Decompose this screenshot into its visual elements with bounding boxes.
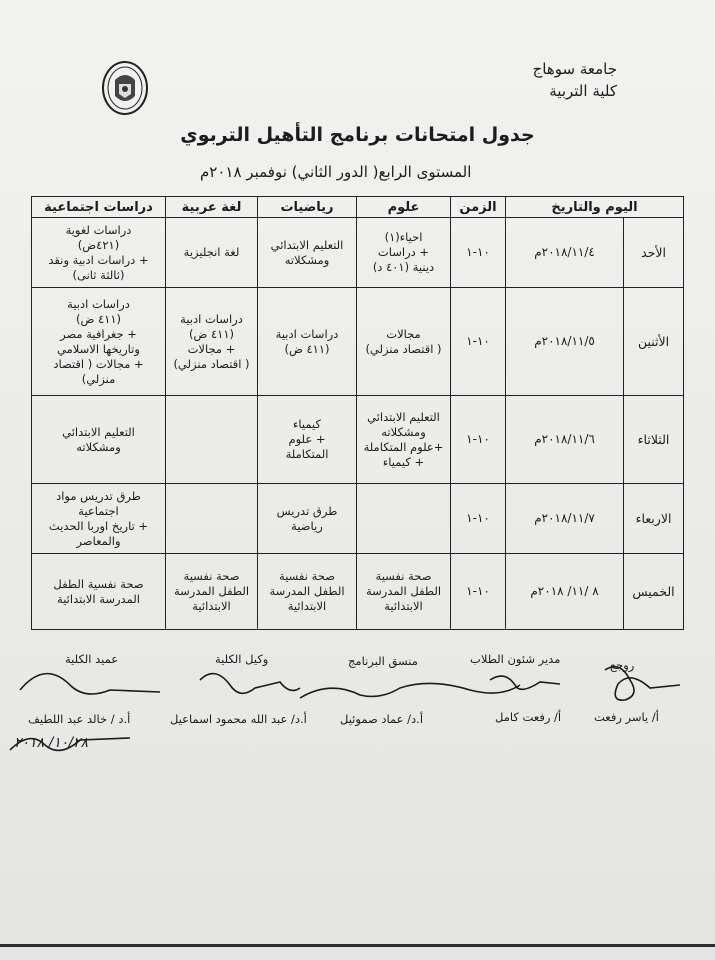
- sig-dean-name: أ.د / خالد عبد اللطيف: [28, 712, 131, 726]
- time-cell: ١٠-١: [451, 554, 506, 630]
- table-header-row: [32, 197, 684, 218]
- header-arabic: لغة عربية: [166, 197, 258, 218]
- header-time: الزمن: [451, 197, 506, 218]
- day-cell: الثلاثاء: [624, 396, 684, 484]
- date-cell: ٨ /١١/ ٢٠١٨م: [506, 554, 624, 630]
- day-cell: الاربعاء: [624, 484, 684, 554]
- social-cell: دراسات ادبية (٤١١ ض) + جغرافية مصر وتاريخها الاسلامي + مجالات ( اقتصاد منزلي): [32, 288, 166, 396]
- social-cell: طرق تدريس مواد اجتماعية + تاريخ اوربا الحديث والمعاصر: [32, 484, 166, 554]
- date-cell: ٢٠١٨/١١/٦م: [506, 396, 624, 484]
- university-seal-icon: [101, 60, 149, 116]
- university-header: [533, 58, 617, 102]
- table-row: [32, 554, 684, 630]
- time-cell: ١٠-١: [451, 484, 506, 554]
- document-title: جدول امتحانات برنامج التأهيل التربوي: [180, 124, 535, 146]
- university-name: جامعة سوهاج: [532, 60, 617, 78]
- header-day-date: اليوم والتاريخ: [506, 197, 684, 218]
- sig-dean-label: عميد الكلية: [65, 652, 119, 666]
- faculty-name: كلية التربية: [549, 82, 617, 100]
- day-cell: الأثنين: [624, 288, 684, 396]
- social-cell: صحة نفسية الطفل المدرسة الابتدائية: [32, 554, 166, 630]
- math-cell: طرق تدريس رياضية: [258, 484, 357, 554]
- math-cell: صحة نفسية الطفل المدرسة الابتدائية: [258, 554, 357, 630]
- header-social: دراسات اجتماعية: [32, 197, 166, 218]
- science-cell: مجالات ( اقتصاد منزلي): [357, 288, 451, 396]
- exam-schedule-table: [31, 196, 684, 630]
- table-row: [32, 218, 684, 288]
- math-cell: كيمياء + علوم المتكاملة: [258, 396, 357, 484]
- arabic-cell: [166, 484, 258, 554]
- date-cell: ٢٠١٨/١١/٤م: [506, 218, 624, 288]
- header-math: رياضيات: [258, 197, 357, 218]
- date-cell: ٢٠١٨/١١/٥م: [506, 288, 624, 396]
- header-science: علوم: [357, 197, 451, 218]
- sig-reviewed-label: روجع: [610, 658, 635, 672]
- document-subtitle: المستوى الرابع( الدور الثاني) نوفمبر ٢٠١٨م: [200, 163, 472, 181]
- sig-coordinator-label: منسق البرنامج: [348, 654, 418, 668]
- arabic-cell: [166, 396, 258, 484]
- science-cell: احياء(١) + دراسات دينية (٤٠١ د): [357, 218, 451, 288]
- social-cell: التعليم الابتدائي ومشكلاته: [32, 396, 166, 484]
- date-cell: ٢٠١٨/١١/٧م: [506, 484, 624, 554]
- sig-coordinator-name: أ.د/ عماد صموئيل: [340, 712, 424, 726]
- arabic-cell: دراسات ادبية (٤١١ ض) + مجالات ( اقتصاد منزلي): [166, 288, 258, 396]
- handwritten-date: ١٠/٢٨/ ٢٠١٨: [14, 735, 89, 751]
- time-cell: ١٠-١: [451, 218, 506, 288]
- table-row: [32, 288, 684, 396]
- time-cell: ١٠-١: [451, 288, 506, 396]
- page-bottom-edge: [0, 944, 715, 947]
- science-cell: التعليم الابتدائي ومشكلاته +علوم المتكاملة + كيمياء: [357, 396, 451, 484]
- day-cell: الخميس: [624, 554, 684, 630]
- arabic-cell: لغة انجليزية: [166, 218, 258, 288]
- sig-reviewed-name: أ/ ياسر رفعت: [594, 710, 659, 724]
- time-cell: ١٠-١: [451, 396, 506, 484]
- table-row: [32, 484, 684, 554]
- sig-student-affairs-label: مدير شئون الطلاب: [470, 652, 561, 666]
- social-cell: دراسات لغوية (٤٢١ض) + دراسات ادبية ونقد (ثالثة ثانى): [32, 218, 166, 288]
- day-cell: الأحد: [624, 218, 684, 288]
- arabic-cell: صحة نفسية الطفل المدرسة الابتدائية: [166, 554, 258, 630]
- science-cell: [357, 484, 451, 554]
- math-cell: التعليم الابتدائي ومشكلاته: [258, 218, 357, 288]
- table-row: [32, 396, 684, 484]
- sig-vice-dean-name: أ.د/ عبد الله محمود اسماعيل: [170, 712, 307, 726]
- math-cell: دراسات ادبية (٤١١ ض): [258, 288, 357, 396]
- science-cell: صحة نفسية الطفل المدرسة الابتدائية: [357, 554, 451, 630]
- sig-vice-dean-label: وكيل الكلية: [215, 652, 269, 666]
- sig-student-affairs-name: أ/ رفعت كامل: [495, 710, 562, 724]
